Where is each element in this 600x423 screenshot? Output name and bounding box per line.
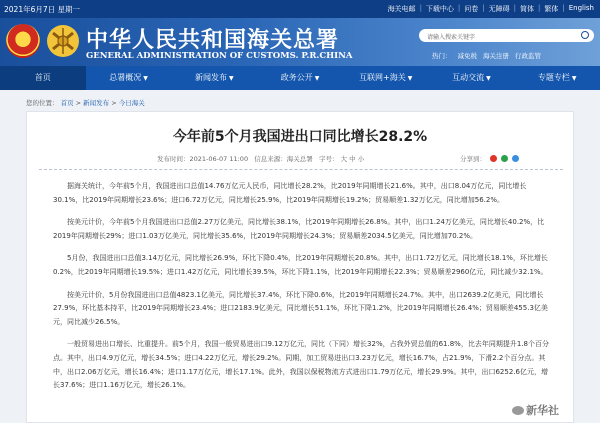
chevron-down-icon: ▼ — [407, 75, 413, 82]
source-value: 海关总署 — [286, 155, 313, 163]
traditional-link[interactable]: 繁体 — [544, 5, 559, 13]
publish-time: 2021-06-07 11:00 — [189, 155, 249, 163]
article-paragraph: 按美元计价，今年前5个月我国进出口总值2.27万亿美元，同比增长38.1%，比2019年同期增长26.8%。其中，出口1.24万亿美元，同比增长40.2%，比2019年同期增长29%；进口1.03万亿美元，同比增长35.6%，比2019年同期增长24.3%；贸易顺差2034.5亿美元，同比增加70.2%。 — [53, 218, 545, 240]
national-emblem-icon — [6, 24, 40, 58]
english-link[interactable]: English — [568, 4, 594, 12]
chevron-down-icon: ▼ — [228, 75, 234, 82]
watermark-text: 新华社 — [526, 404, 559, 417]
share-bar — [460, 154, 519, 163]
qq-icon[interactable] — [512, 155, 519, 162]
hot-links — [432, 51, 547, 60]
wechat-icon[interactable] — [501, 155, 508, 162]
breadcrumb-news[interactable]: 新闻发布 — [83, 99, 110, 107]
nav-government-affairs[interactable] — [257, 66, 343, 90]
search-icon[interactable] — [581, 31, 589, 39]
divider: | — [482, 4, 485, 12]
breadcrumb-prefix: 您的位置： — [26, 99, 59, 107]
font-size-large[interactable]: 大 — [340, 155, 348, 163]
site-title-en: GENERAL ADMINISTRATION OF CUSTOMS. P.R.CHINA — [86, 51, 353, 61]
nav-internet-customs[interactable] — [343, 66, 429, 90]
share-label: 分享到： — [460, 155, 486, 163]
accessibility-link[interactable]: 无障碍 — [488, 5, 510, 13]
hot-link-duty-reduction[interactable]: 减免税 — [457, 52, 477, 60]
top-bar — [0, 0, 600, 18]
chevron-down-icon: ▼ — [314, 75, 320, 82]
article-paragraph: 按美元计价，5月份我国进出口总值4823.1亿美元，同比增长37.4%，环比下降0.6%，比2019年同期增长24.7%。其中，出口2639.2亿美元，同比增长27.9%，环比基本持平，比2019年同期增长23.4%；进口2183.9亿美元，同比增长51.1%，环比下降1.2%，比2019年同期增长26.4%；贸易顺差455.3亿美元，同比减少26.5%。 — [53, 290, 548, 326]
divider: | — [419, 4, 422, 12]
nav-overview-label: 总署概况 — [109, 73, 142, 82]
nav-government-affairs-label: 政务公开 — [280, 73, 313, 82]
source-label: 信息来源： — [254, 155, 287, 163]
email-link[interactable]: 海关电邮 — [387, 5, 416, 13]
breadcrumb — [26, 98, 145, 107]
article-info — [157, 154, 364, 163]
article-paragraph: 一般贸易进出口增长、比重提升。前5个月，我国一般贸易进出口9.12万亿元，同比（下同）增长32%，占我外贸总值的61.8%，比去年同期提升1.8个百分点。其中，出口4.9万亿元，增长34.5%；进口4.22万亿元，增长29.2%。同期，加工贸易进出口3.23万亿元，增长16.7%，占21.9%，下滑2.2个百分点。其中，出口2.06万亿元，增长16.4%；进口1.17万亿元，增长17.1%。此外，我国以保税物流方式进出口1.79万亿元，增长29.9%。其中，出口6252.6亿元，增长37.6%；进口1.16万亿元，增长26.1%。 — [53, 340, 549, 390]
nav-overview[interactable] — [86, 66, 172, 90]
font-size-small[interactable]: 小 — [357, 155, 365, 163]
weibo-logo-icon — [512, 406, 524, 415]
search-box[interactable] — [419, 29, 594, 42]
article-panel — [26, 111, 574, 423]
xinhua-watermark — [512, 402, 559, 418]
nav-interaction-label: 互动交流 — [452, 73, 485, 82]
site-title-cn[interactable]: 中华人民共和国海关总署 — [86, 27, 340, 53]
main-nav — [0, 66, 600, 90]
simplified-link[interactable]: 简体 — [520, 5, 534, 13]
download-center-link[interactable]: 下载中心 — [425, 5, 454, 13]
divider: | — [513, 4, 516, 12]
nav-news[interactable] — [171, 66, 257, 90]
breadcrumb-separator: > — [111, 99, 119, 107]
nav-internet-customs-label: 互联网+海关 — [359, 73, 406, 82]
divider: | — [562, 4, 565, 12]
hot-link-supervision[interactable]: 行政监管 — [515, 52, 541, 60]
breadcrumb-today-customs[interactable]: 今日海关 — [118, 99, 145, 107]
font-size-label: 字号： — [318, 155, 339, 163]
breadcrumb-home[interactable]: 首页 — [60, 99, 74, 107]
nav-home[interactable] — [0, 66, 86, 90]
weibo-icon[interactable] — [490, 155, 497, 162]
article-paragraph: 5月份，我国进出口总值3.14万亿元，同比增长26.9%，环比下降0.4%，比2019年同期增长20.8%。其中，出口1.72万亿元，同比增长18.1%，环比增长0.2%，比2019年同期增长19.5%；进口1.42万亿元，同比增长39.5%，环比下降1.1%，比2019年同期增长22.3%；贸易顺差2960亿元，同比减少32.1%。 — [53, 254, 548, 276]
article-meta — [27, 154, 573, 167]
title-divider — [39, 169, 563, 170]
chevron-down-icon: ▼ — [571, 75, 577, 82]
publish-label: 发布时间： — [157, 155, 190, 163]
article-body — [53, 180, 551, 402]
chevron-down-icon: ▼ — [486, 75, 491, 82]
top-links — [384, 4, 594, 14]
nav-special-topics[interactable] — [514, 66, 600, 90]
article-paragraph: 据海关统计，今年前5个月，我国进出口总值14.76万亿元人民币，同比增长28.2%，比2019年同期增长21.6%。其中，出口8.04万亿元，同比增长30.1%，比2019年同期增长23.6%；进口6.72万亿元，同比增长25.9%，比2019年同期增长19.2%；贸易顺差1.32万亿元，同比增加56.2%。 — [53, 182, 527, 204]
hot-link-registration[interactable]: 海关注册 — [483, 52, 509, 60]
survey-link[interactable]: 问卷 — [464, 5, 479, 13]
site-header — [0, 18, 600, 66]
current-date: 2021年6月7日 星期一 — [4, 5, 81, 14]
divider: | — [538, 4, 541, 12]
nav-home-label: 首页 — [34, 73, 51, 82]
font-size-medium[interactable]: 中 — [349, 155, 356, 163]
article-title: 今年前5个月我国进出口同比增长28.2% — [172, 129, 428, 145]
hot-label: 热门： — [432, 52, 452, 60]
breadcrumb-separator: > — [75, 99, 84, 107]
chevron-down-icon: ▼ — [143, 75, 148, 82]
search-placeholder: 请输入搜索关键字 — [427, 34, 476, 41]
divider: | — [457, 4, 461, 12]
nav-special-topics-label: 专题专栏 — [537, 73, 570, 82]
nav-interaction[interactable] — [429, 66, 515, 90]
nav-news-label: 新闻发布 — [194, 73, 227, 82]
customs-emblem-icon — [46, 24, 80, 58]
